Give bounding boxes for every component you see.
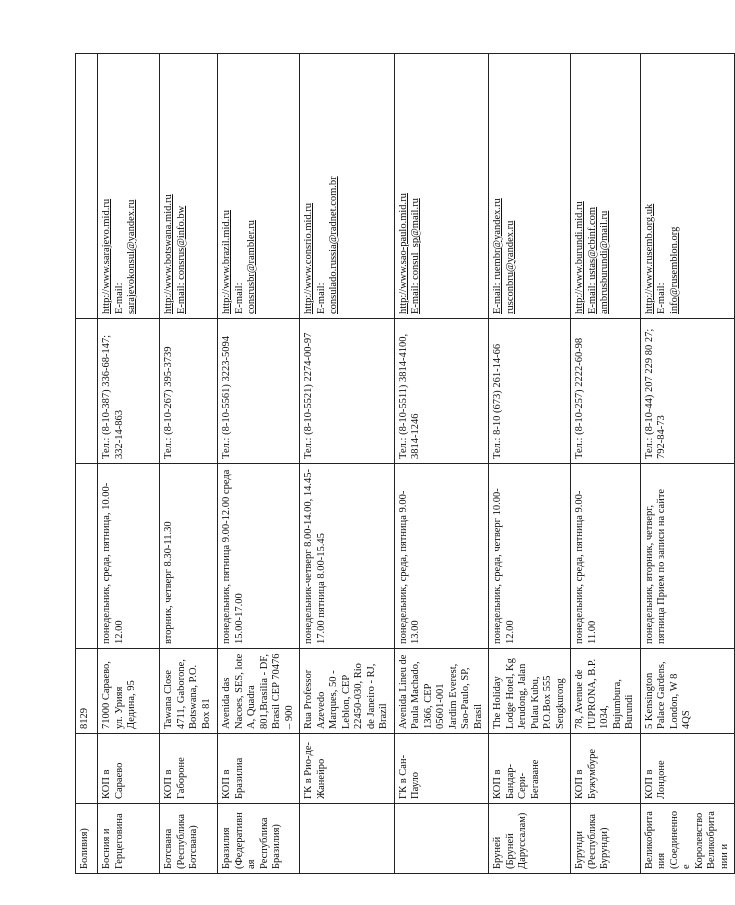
address-cell: 5 Kensington Palace Gardens, London, W 8 4QS bbox=[640, 649, 735, 734]
table-row bbox=[300, 54, 395, 874]
hours-cell: понедельник, среда, пятница 9.00-11.00 bbox=[571, 464, 641, 649]
country-cell: Бурунди (Республика Бурунди) bbox=[571, 804, 641, 874]
country-cell: Бразилия (Федеративная Республика Бразилия) bbox=[218, 804, 300, 874]
table-row bbox=[98, 54, 160, 874]
web-cell bbox=[98, 54, 160, 319]
hours-cell: понедельник, среда, четверг 10.00-12.00 bbox=[489, 464, 571, 649]
consulates-table bbox=[75, 53, 735, 874]
office-cell: КОП в Бандар-Сери-Бегаване bbox=[489, 734, 571, 804]
contact-link[interactable]: http://www.burundi.mid.ru bbox=[574, 201, 585, 314]
contact-link[interactable]: http://www.sao-paulo.mid.ru bbox=[397, 193, 409, 314]
address-cell: Rua Professor Azevedo Marques, 50 - Leblon, CEP 22450-030, Rio de Janeiro - RJ, Brazil bbox=[300, 649, 395, 734]
contact-link[interactable]: rusconbru@yandex.ru bbox=[504, 220, 516, 314]
contact-link[interactable]: E-mail: ruembr@yandex.ru bbox=[492, 198, 503, 314]
table-row bbox=[489, 54, 571, 874]
address-cell: 71000 Сараево, ул. Урияя Дедина, 95 bbox=[98, 649, 160, 734]
country-cell: Ботсвана (Республика Ботсвана) bbox=[160, 804, 218, 874]
web-cell bbox=[160, 54, 218, 319]
web-cell bbox=[300, 54, 395, 319]
country-cell: Великобритания (Соединенное Королевство Великобритании и bbox=[640, 804, 735, 874]
contact-label: E-mail: bbox=[113, 282, 125, 314]
contact-link[interactable]: http://www.sarajevo.mid.ru bbox=[101, 198, 112, 314]
contact-link[interactable]: consulado.russia@radnet.com.br bbox=[328, 176, 339, 314]
phone-cell: Тел.: (8-10-5521) 2274-00-97 bbox=[300, 319, 395, 464]
contact-link[interactable]: info@rusemblon.org bbox=[668, 226, 680, 314]
table-row bbox=[218, 54, 300, 874]
country-cell bbox=[300, 804, 395, 874]
hours-cell: вторник, четверг 8.30-11.30 bbox=[160, 464, 218, 649]
contact-label: E-mail: bbox=[315, 282, 327, 314]
phone-cell: Тел.: (8-10-5511) 3814-4100, 3814-1246 bbox=[394, 319, 489, 464]
office-cell: КОП в Лондоне bbox=[640, 734, 735, 804]
table-row bbox=[76, 54, 98, 874]
hours-cell: понедельник-четверг 8.00-14.00, 14.45-17.00 пятница 8.00-15.45 bbox=[300, 464, 395, 649]
phone-cell: Тел.: (8-10-257) 2222-60-98 bbox=[571, 319, 641, 464]
contact-label: E-mail: bbox=[233, 282, 245, 314]
web-cell bbox=[394, 54, 489, 319]
table-row bbox=[160, 54, 218, 874]
address-cell: 78, Avenue de l'UPRONA, B.P. 1034, Bujumbura, Burundi bbox=[571, 649, 641, 734]
web-cell bbox=[640, 54, 735, 319]
phone-cell: Тел.: (8-10-5561) 3223-5094 bbox=[218, 319, 300, 464]
table-row bbox=[640, 54, 735, 874]
web-cell bbox=[76, 54, 98, 319]
country-cell: Босния и Герцеговина bbox=[98, 804, 160, 874]
hours-cell: понедельник, пятница 9.00-12.00 среда 15.00-17.00 bbox=[218, 464, 300, 649]
contact-link[interactable]: E-mail: ustas@cbinf.com bbox=[586, 206, 598, 314]
table-row bbox=[394, 54, 489, 874]
contact-link[interactable]: ambrusburundi@mail.ru bbox=[599, 210, 610, 314]
office-cell: КОП в Габороне bbox=[160, 734, 218, 804]
office-cell: КОП в Бужумбуре bbox=[571, 734, 641, 804]
web-cell bbox=[218, 54, 300, 319]
table-row bbox=[571, 54, 641, 874]
rotated-table-container bbox=[75, 54, 730, 874]
country-cell: Бруней (Бруней Даруссалам) bbox=[489, 804, 571, 874]
hours-cell: понедельник, среда, пятница 9.00-13.00 bbox=[394, 464, 489, 649]
address-cell: The Holiday Lodge Hotel, Kg Jerudong, Jalan Pulau Kubu, P.O.Box 555 Sengkurong bbox=[489, 649, 571, 734]
contact-link[interactable]: E-mail: consrus@info.bw bbox=[175, 205, 187, 314]
phone-cell: Тел.: (8-10-387) 336-68-147; 332-14-863 bbox=[98, 319, 160, 464]
contact-link[interactable]: http://www.consrio.mid.ru bbox=[303, 202, 314, 314]
office-cell: ГК в Рио-де-Жанейро bbox=[300, 734, 395, 804]
office-cell: КОП в Бразилиа bbox=[218, 734, 300, 804]
phone-cell: Тел.: 8-10 (673) 261-14-66 bbox=[489, 319, 571, 464]
hours-cell: понедельник, среда, пятница, 10.00-12.00 bbox=[98, 464, 160, 649]
contact-link[interactable]: http://www.botswana.mid.ru bbox=[163, 194, 174, 314]
office-cell: ГК в Сан-Пауло bbox=[394, 734, 489, 804]
hours-cell: понедельник, вторник, четверг, пятница Прием по записи на сайте bbox=[640, 464, 735, 649]
country-cell: Боливия) bbox=[76, 804, 98, 874]
phone-cell: Тел.: (8-10-267) 395-3739 bbox=[160, 319, 218, 464]
contact-link[interactable]: sarajevokonsul@yandex.ru bbox=[126, 199, 137, 314]
address-cell: Avenida Lineu de Paula Machado, 1366, CEP 05601-001 Jardim Everest, Sao-Paulo, SP, Brasil bbox=[394, 649, 489, 734]
address-cell: Tawana Close 4711, Gaborone, Botswana, P.O. Box 81 bbox=[160, 649, 218, 734]
contact-link[interactable]: E-mail: consul_sp@mail.ru bbox=[410, 198, 421, 314]
contact-link[interactable]: http://www.brazil.mid.ru bbox=[221, 209, 232, 314]
address-cell: 8129 bbox=[76, 649, 98, 734]
office-cell bbox=[76, 734, 98, 804]
contact-link[interactable]: consrusbr@rambler.ru bbox=[246, 220, 257, 314]
phone-cell bbox=[76, 319, 98, 464]
contact-link[interactable]: http://www.rusemb.org.uk bbox=[643, 203, 655, 314]
phone-cell: Тел.: (8-10-44) 207 229 80 27; 792-84-73 bbox=[640, 319, 735, 464]
hours-cell bbox=[76, 464, 98, 649]
web-cell bbox=[571, 54, 641, 319]
office-cell: КОП в Сараево bbox=[98, 734, 160, 804]
contact-label: E-mail: bbox=[656, 282, 667, 314]
web-cell bbox=[489, 54, 571, 319]
country-cell bbox=[394, 804, 489, 874]
address-cell: Avenida das Naсoes, SES, lote A, Quadra 801,Brasilia - DF, Brasil CEP 70476 – 900 bbox=[218, 649, 300, 734]
